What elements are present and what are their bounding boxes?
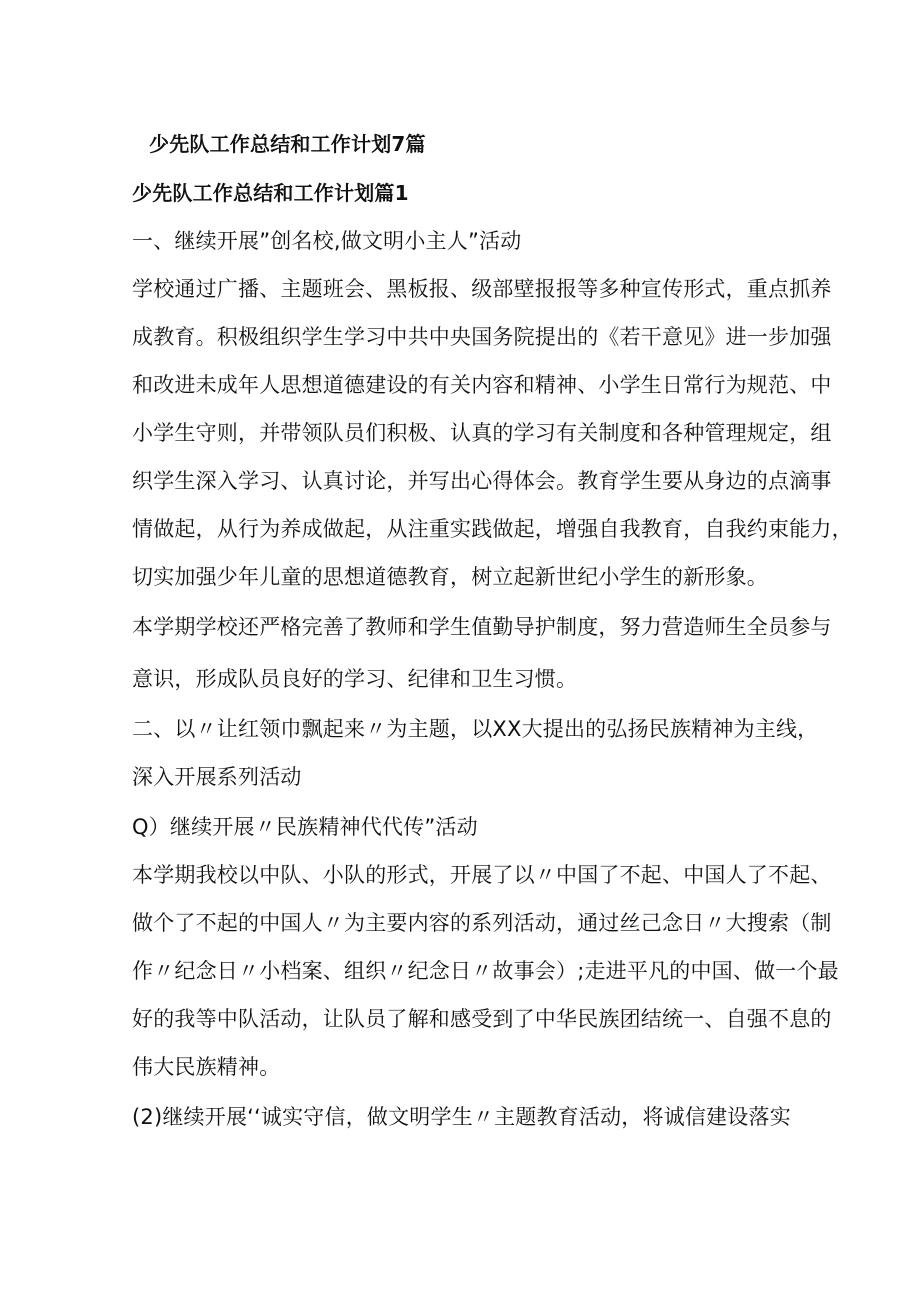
paragraph-line: 成教育。积极组织学生学习中共中央国务院提出的《若干意见》进一步加强 <box>132 325 832 349</box>
paragraph-line: 情做起，从行为养成做起，从注重实践做起，增强自我教育，自我约束能力， <box>132 517 853 541</box>
paragraph-line: 伟大民族精神。 <box>132 1055 281 1079</box>
paragraph-line: 学校通过广播、主题班会、黑板报、级部壁报报等多种宣传形式，重点抓养 <box>132 277 832 301</box>
paragraph-line: 意识，形成队员良好的学习、纪律和卫生习惯。 <box>132 667 578 691</box>
subheading-two: (2)继续开展‘‘诚实守信，做文明学生〃主题教育活动，将诚信建设落实 <box>132 1105 791 1129</box>
section-heading: 少先队工作总结和工作计划篇1 <box>132 181 409 205</box>
subheading-one: Q）继续开展〃民族精神代代传”活动 <box>132 815 478 839</box>
heading-one: 一、继续开展”创名校,做文明小主人”活动 <box>132 229 522 253</box>
paragraph-line: 作〃纪念日〃小档案、组织〃纪念日〃故事会）;走进平凡的中国、做一个最 <box>132 959 839 983</box>
paragraph-line: 小学生守则，并带领队员们积极、认真的学习有关制度和各种管理规定，组 <box>132 421 832 445</box>
paragraph-line: 织学生深入学习、认真讨论，并写出心得体会。教育学生要从身边的点滴事 <box>132 469 832 493</box>
paragraph-line: 本学期我校以中队、小队的形式，开展了以〃中国了不起、中国人了不起、 <box>132 863 832 887</box>
heading-two-continued: 深入开展系列活动 <box>132 765 302 789</box>
paragraph-line: 和改进未成年人思想道德建设的有关内容和精神、小学生日常行为规范、中 <box>132 373 832 397</box>
paragraph-line: 本学期学校还严格完善了教师和学生值勤导护制度，努力营造师生全员参与 <box>132 615 832 639</box>
heading-two: 二、以〃让红领巾飘起来〃为主题，以XX大提出的弘扬民族精神为主线， <box>132 717 819 741</box>
paragraph-line: 切实加强少年儿童的思想道德教育，树立起新世纪小学生的新形象。 <box>132 565 768 589</box>
paragraph-line: 做个了不起的中国人〃为主要内容的系列活动，通过丝己念日〃大搜索（制 <box>132 911 832 935</box>
paragraph-line: 好的我等中队活动，让队员了解和感受到了中华民族团结统一、自强不息的 <box>132 1007 832 1031</box>
document-title: 少先队工作总结和工作计划7篇 <box>149 132 426 156</box>
